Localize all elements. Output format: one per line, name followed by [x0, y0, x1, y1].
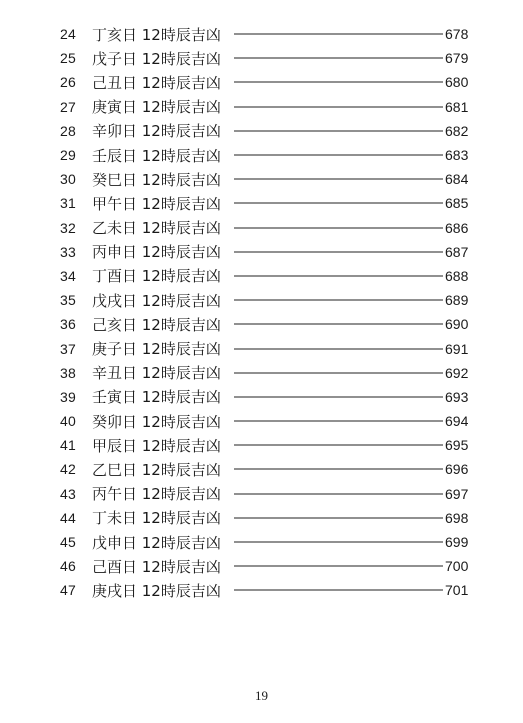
entry-number: 34: [60, 267, 76, 284]
toc-entry: [0, 143, 523, 167]
leader-line: [234, 372, 443, 373]
leader-line: [234, 203, 443, 204]
entry-number: 25: [60, 50, 76, 67]
entry-number: 33: [60, 243, 76, 260]
leader-line: [234, 58, 443, 59]
entry-number: 45: [60, 534, 76, 551]
leader-line: [234, 493, 443, 494]
entry-number: 38: [60, 364, 76, 381]
entry-page: 695: [445, 437, 469, 454]
entry-number: 47: [60, 582, 76, 599]
entry-page: 699: [445, 534, 469, 551]
toc-entry: [0, 433, 523, 457]
entry-title: 甲午日 12時辰吉凶: [92, 194, 221, 213]
leader-line: [234, 517, 443, 518]
entry-title: 甲辰日 12時辰吉凶: [92, 436, 221, 455]
entry-title: 癸卯日 12時辰吉凶: [92, 412, 221, 431]
toc-entry: [0, 409, 523, 433]
leader-line: [234, 396, 443, 397]
leader-line: [234, 445, 443, 446]
leader-line: [234, 348, 443, 349]
leader-line: [234, 130, 443, 131]
toc-entry: [0, 22, 523, 46]
toc-entry: [0, 361, 523, 385]
entry-page: 701: [445, 582, 469, 599]
entry-number: 24: [60, 26, 76, 43]
entry-page: 689: [445, 292, 469, 309]
leader-line: [234, 179, 443, 180]
entry-title: 己亥日 12時辰吉凶: [92, 315, 221, 334]
entry-number: 40: [60, 413, 76, 430]
entry-title: 辛丑日 12時辰吉凶: [92, 364, 221, 383]
leader-line: [234, 34, 443, 35]
entry-page: 678: [445, 26, 469, 43]
entry-title: 丁酉日 12時辰吉凶: [92, 267, 221, 286]
leader-line: [234, 227, 443, 228]
page-number: 19: [255, 688, 268, 703]
leader-line: [234, 590, 443, 591]
entry-number: 26: [60, 74, 76, 91]
toc-entry: [0, 70, 523, 94]
toc-entry: [0, 95, 523, 119]
entry-title: 戊申日 12時辰吉凶: [92, 533, 221, 552]
entry-number: 39: [60, 388, 76, 405]
entry-number: 36: [60, 316, 76, 333]
toc-entry: [0, 385, 523, 409]
entry-title: 丙申日 12時辰吉凶: [92, 243, 221, 262]
entry-title: 乙未日 12時辰吉凶: [92, 219, 221, 238]
table-of-contents: [0, 22, 523, 603]
entry-page: 691: [445, 340, 469, 357]
toc-entry: [0, 167, 523, 191]
entry-page: 698: [445, 509, 469, 526]
entry-page: 685: [445, 195, 469, 212]
leader-line: [234, 421, 443, 422]
entry-number: 35: [60, 292, 76, 309]
entry-title: 癸巳日 12時辰吉凶: [92, 170, 221, 189]
entry-page: 688: [445, 267, 469, 284]
toc-entry: [0, 119, 523, 143]
entry-page: 697: [445, 485, 469, 502]
entry-title: 己酉日 12時辰吉凶: [92, 557, 221, 576]
entry-page: 680: [445, 74, 469, 91]
leader-line: [234, 566, 443, 567]
entry-page: 687: [445, 243, 469, 260]
leader-line: [234, 106, 443, 107]
entry-number: 32: [60, 219, 76, 236]
entry-title: 庚寅日 12時辰吉凶: [92, 98, 221, 117]
entry-title: 戊戌日 12時辰吉凶: [92, 291, 221, 310]
leader-line: [234, 324, 443, 325]
entry-page: 690: [445, 316, 469, 333]
leader-line: [234, 251, 443, 252]
entry-page: 682: [445, 122, 469, 139]
toc-entry: [0, 336, 523, 360]
toc-entry: [0, 191, 523, 215]
toc-entry: [0, 482, 523, 506]
leader-line: [234, 469, 443, 470]
entry-title: 壬辰日 12時辰吉凶: [92, 146, 221, 165]
entry-number: 28: [60, 122, 76, 139]
leader-line: [234, 300, 443, 301]
entry-number: 37: [60, 340, 76, 357]
leader-line: [234, 542, 443, 543]
toc-entry: [0, 240, 523, 264]
toc-entry: [0, 530, 523, 554]
entry-title: 戊子日 12時辰吉凶: [92, 49, 221, 68]
entry-title: 己丑日 12時辰吉凶: [92, 73, 221, 92]
entry-page: 683: [445, 147, 469, 164]
toc-entry: [0, 216, 523, 240]
toc-entry: [0, 506, 523, 530]
entry-page: 684: [445, 171, 469, 188]
entry-page: 694: [445, 413, 469, 430]
entry-title: 壬寅日 12時辰吉凶: [92, 388, 221, 407]
entry-number: 44: [60, 509, 76, 526]
entry-page: 693: [445, 388, 469, 405]
entry-title: 庚戌日 12時辰吉凶: [92, 581, 221, 600]
entry-number: 29: [60, 147, 76, 164]
entry-number: 46: [60, 558, 76, 575]
entry-page: 681: [445, 98, 469, 115]
entry-page: 692: [445, 364, 469, 381]
toc-entry: [0, 554, 523, 578]
entry-number: 30: [60, 171, 76, 188]
entry-page: 679: [445, 50, 469, 67]
entry-title: 丙午日 12時辰吉凶: [92, 485, 221, 504]
entry-number: 43: [60, 485, 76, 502]
toc-entry: [0, 288, 523, 312]
entry-page: 696: [445, 461, 469, 478]
leader-line: [234, 82, 443, 83]
entry-number: 42: [60, 461, 76, 478]
entry-page: 686: [445, 219, 469, 236]
leader-line: [234, 275, 443, 276]
entry-title: 丁亥日 12時辰吉凶: [92, 25, 221, 44]
toc-entry: [0, 46, 523, 70]
toc-entry: [0, 457, 523, 481]
toc-entry: [0, 578, 523, 602]
entry-page: 700: [445, 558, 469, 575]
entry-title: 庚子日 12時辰吉凶: [92, 340, 221, 359]
entry-number: 31: [60, 195, 76, 212]
entry-number: 27: [60, 98, 76, 115]
toc-entry: [0, 264, 523, 288]
entry-title: 乙巳日 12時辰吉凶: [92, 460, 221, 479]
entry-title: 丁未日 12時辰吉凶: [92, 509, 221, 528]
leader-line: [234, 155, 443, 156]
toc-entry: [0, 312, 523, 336]
entry-title: 辛卯日 12時辰吉凶: [92, 122, 221, 141]
entry-number: 41: [60, 437, 76, 454]
